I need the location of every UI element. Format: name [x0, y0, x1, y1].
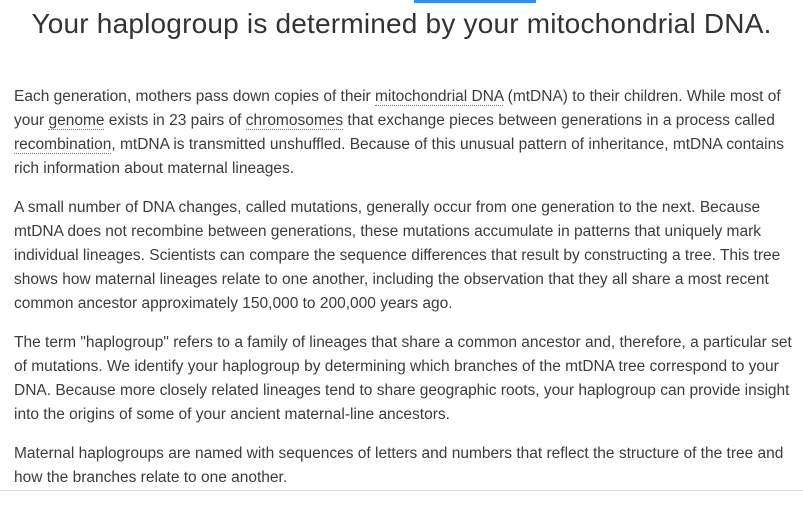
bottom-divider	[0, 490, 803, 491]
paragraph-text: exists in 23 pairs of	[104, 112, 246, 129]
glossary-link-mitochondrial-dna[interactable]: mitochondrial DNA	[375, 88, 504, 105]
paragraph-haplogroup-definition: The term "haplogroup" refers to a family of lineages that share a common ancestor and, therefore, a particular set of mutations. We identify your haplogroup by determining which branches of the mtDNA tree correspond to your DNA. Because more closely related lineages tend to share geographic roots, your haplogroup can provide insight into the origins of some of your ancient maternal-line ancestors.	[14, 334, 792, 423]
paragraph-haplogroup-naming: Maternal haplogroups are named with sequences of letters and numbers that reflect the structure of the tree and how the branches relate to one another.	[14, 445, 784, 486]
active-tab-indicator	[414, 0, 536, 3]
page-title: Your haplogroup is determined by your mitochondrial DNA.	[31, 8, 772, 39]
glossary-link-genome[interactable]: genome	[48, 112, 105, 129]
paragraph-text: that exchange pieces between generations in a process called	[343, 112, 775, 129]
paragraph-text: (mtDNA) to their children. While most of your	[14, 88, 781, 129]
paragraph-text: Each generation, mothers pass down copies of their	[14, 88, 376, 105]
glossary-link-recombination[interactable]: recombination	[14, 136, 112, 153]
article-body	[14, 85, 796, 505]
paragraph-mutations: A small number of DNA changes, called mutations, generally occur from one generation to the next. Because mtDNA does not recombine between generations, these mutations accumulate in patterns that uniquely mark individual lineages. Scientists can compare the sequence differences that result by constructing a tree. This tree shows how maternal lineages relate to one another, including the observation that they all share a most recent common ancestor approximately 150,000 to 200,000 years ago.	[14, 199, 781, 312]
glossary-link-chromosomes[interactable]: chromosomes	[245, 112, 344, 129]
paragraph-text: , mtDNA is transmitted unshuffled. Because of this unusual pattern of inheritance, mtDNA contains rich information about maternal lineages.	[14, 136, 784, 177]
paragraph-inheritance	[14, 85, 796, 181]
